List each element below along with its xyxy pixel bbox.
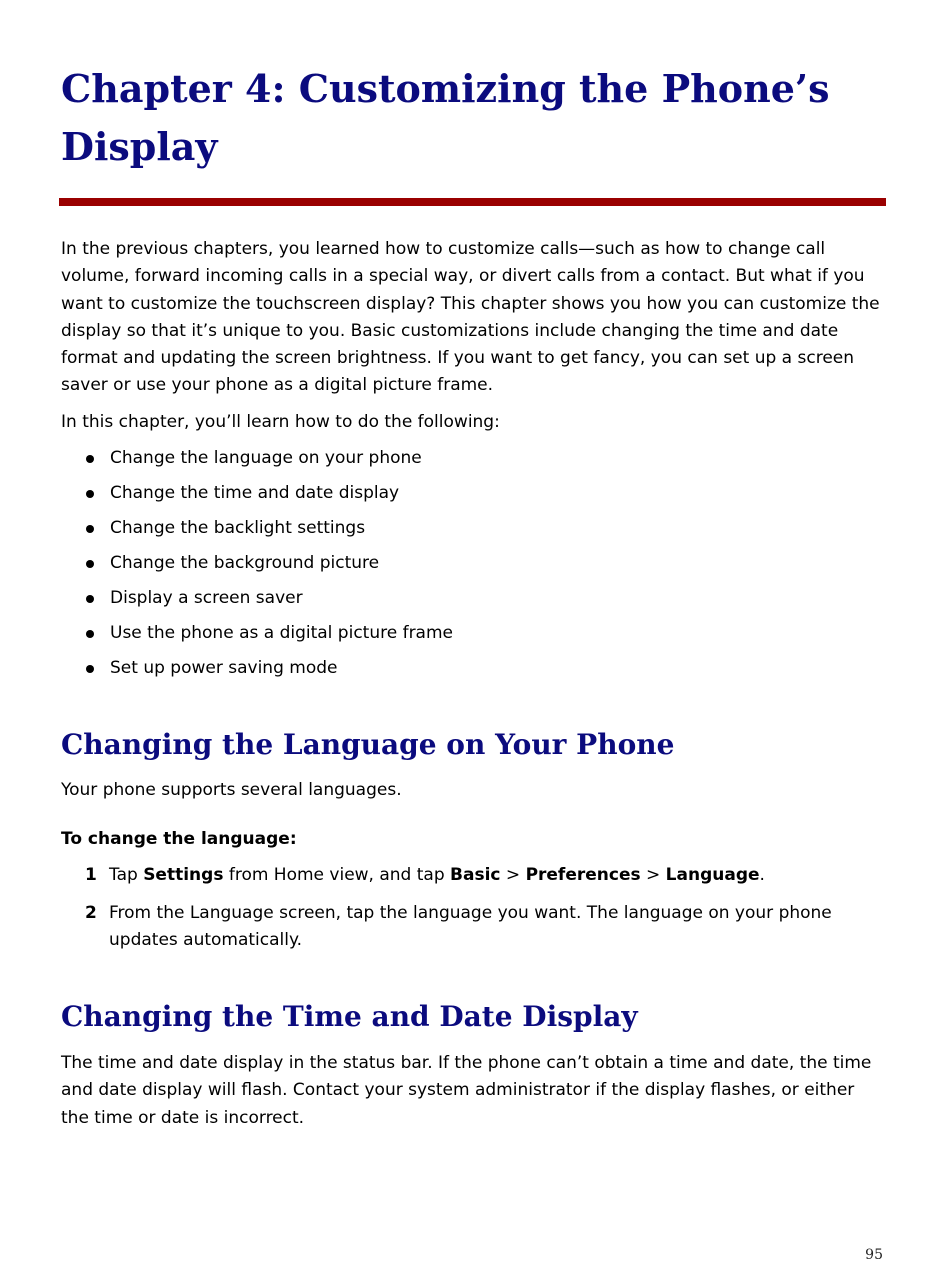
time-section-heading: Changing the Time and Date Display bbox=[61, 1000, 638, 1033]
step-ui-term-language: Language bbox=[665, 865, 760, 885]
step-text: . bbox=[759, 865, 765, 885]
chapter-title: Chapter 4: Customizing the Phone’s Display bbox=[61, 66, 830, 169]
step-item bbox=[61, 900, 886, 954]
procedure-title: To change the language: bbox=[61, 829, 297, 849]
list-item-text: Change the time and date display bbox=[110, 483, 400, 503]
list-item-text: Change the language on your phone bbox=[110, 448, 422, 468]
list-item bbox=[61, 585, 886, 620]
step-ui-term-preferences: Preferences bbox=[525, 865, 641, 885]
step-text: from Home view, and tap bbox=[223, 865, 451, 885]
language-section-heading: Changing the Language on Your Phone bbox=[61, 728, 675, 761]
step-number: 1 bbox=[85, 865, 97, 885]
bullet-icon bbox=[86, 630, 94, 638]
list-item-text: Set up power saving mode bbox=[110, 658, 338, 678]
list-item bbox=[61, 480, 886, 515]
time-section-description: The time and date display in the status bar. If the phone can’t obtain a time and date, the time and date display will flash. Contact your system administrator if the display flashes, or either the time or date is incorrect. bbox=[61, 1053, 872, 1128]
chapter-title-rule bbox=[59, 198, 886, 206]
list-item bbox=[61, 445, 886, 480]
page-number: 95 bbox=[865, 1247, 883, 1263]
step-text: > bbox=[640, 865, 666, 885]
bullet-icon bbox=[86, 525, 94, 533]
step-ui-term-basic: Basic bbox=[450, 865, 501, 885]
step-ui-term-settings: Settings bbox=[143, 865, 224, 885]
topics-list bbox=[61, 445, 886, 690]
bullet-icon bbox=[86, 455, 94, 463]
intro-paragraph: In the previous chapters, you learned how to customize calls—such as how to change call volume, forward incoming calls in a special way, or divert calls from a contact. But what if you want to customize the touchscreen display? This chapter shows you how you can customize the display so that it’s unique to you. Basic customizations include changing the time and date format and updating the screen brightness. If you want to get fancy, you can set up a screen saver or use your phone as a digital picture frame. bbox=[61, 239, 880, 396]
list-item bbox=[61, 515, 886, 550]
step-text: Tap bbox=[109, 865, 144, 885]
step-text: > bbox=[500, 865, 526, 885]
list-item-text: Change the background picture bbox=[110, 553, 380, 573]
list-item bbox=[61, 620, 886, 655]
bullet-icon bbox=[86, 665, 94, 673]
step-item bbox=[61, 862, 886, 889]
bullet-icon bbox=[86, 560, 94, 568]
list-item bbox=[61, 550, 886, 585]
list-item-text: Use the phone as a digital picture frame bbox=[110, 623, 453, 643]
bullet-icon bbox=[86, 595, 94, 603]
bullet-icon bbox=[86, 490, 94, 498]
procedure-steps bbox=[61, 862, 886, 965]
list-item-text: Change the backlight settings bbox=[110, 518, 366, 538]
language-section-description: Your phone supports several languages. bbox=[61, 780, 402, 800]
step-text: From the Language screen, tap the language you want. The language on your phone updates automatically. bbox=[109, 903, 832, 950]
list-item bbox=[61, 655, 886, 690]
step-number: 2 bbox=[85, 903, 97, 923]
list-item-text: Display a screen saver bbox=[110, 588, 303, 608]
intro-lead: In this chapter, you’ll learn how to do the following: bbox=[61, 412, 500, 432]
